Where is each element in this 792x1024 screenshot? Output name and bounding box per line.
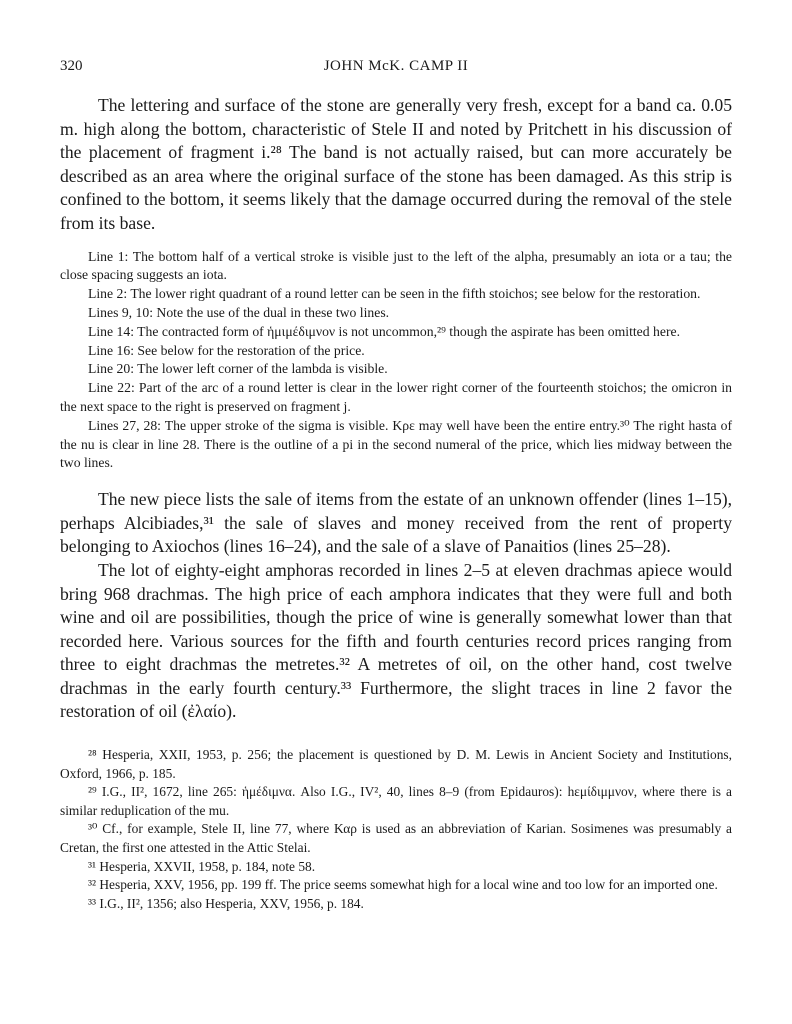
line-note: Line 1: The bottom half of a vertical stroke is visible just to the left of the alpha, presumably an iota or a tau; the close spacing suggests an iota.	[60, 248, 732, 283]
footnote: ²⁸ Hesperia, XXII, 1953, p. 256; the placement is questioned by D. M. Lewis in Ancient Society and Institutions, Oxford, 1966, p. 185.	[60, 747, 732, 781]
body-paragraph-2: The new piece lists the sale of items from the estate of an unknown offender (lines 1–15), perhaps Alcibiades,³¹ the sale of slaves and money received from the rent of property belonging to Axiochos (lines 16–24), and the sale of a slave of Panaitios (lines 25–28).	[60, 489, 732, 557]
line-note: Line 14: The contracted form of ἡμιμέδιμνον is not uncommon,²⁹ though the aspirate has been omitted here.	[88, 323, 680, 339]
footnote: ³³ I.G., II², 1356; also Hesperia, XXV, 1956, p. 184.	[88, 895, 364, 911]
page	[60, 58, 732, 913]
footnote: ³² Hesperia, XXV, 1956, pp. 199 ff. The price seems somewhat high for a local wine and too low for an imported one.	[88, 877, 718, 893]
running-title: JOHN McK. CAMP II	[323, 58, 469, 74]
footnote: ³⁰ Cf., for example, Stele II, line 77, where Καρ is used as an abbreviation of Karian. Sosimenes was presumably a Cretan, the first one attested in the Attic Stelai.	[60, 821, 732, 856]
body-paragraph-3: The lot of eighty-eight amphoras recorded in lines 2–5 at eleven drachmas apiece would bring 968 drachmas. The high price of each amphora indicates that they were full and both wine and oil are possibilities, though the price of wine is generally somewhat lower than that recorded here. Various sources for the fifth and fourth centuries record prices ranging from three to eight drachmas the metretes.³² A metretes of oil, on the other hand, cost twelve drachmas in the early fourth century.³³ Furthermore, the slight traces in line 2 favor the restoration of oil (ἐλαίο).	[60, 559, 732, 722]
line-note: Line 22: Part of the arc of a round letter is clear in the lower right corner of the fourteenth stoichos; the omicron in the next space to the right is preserved on fragment j.	[60, 380, 732, 414]
body-paragraph-1: The lettering and surface of the stone are generally very fresh, except for a band ca. 0.05 m. high along the bottom, characteristic of Stele II and noted by Pritchett in his discussion of the placement of fragment i.²⁸ The band is not actually raised, but can more accurately be described as an area where the original surface of the stone has been damaged. As this strip is confined to the bottom, it seems likely that the damage occurred during the removal of the stele from its base.	[60, 95, 732, 233]
footnote: ²⁹ I.G., II², 1672, line 265: ἡμέδιμνα. Also I.G., IV², 40, lines 8–9 (from Epidauros): hεμίδιμμνον, where there is a similar reduplication of the mu.	[60, 784, 732, 818]
line-note: Line 16: See below for the restoration of the price.	[88, 342, 365, 358]
page-header	[60, 58, 732, 82]
line-note: Line 2: The lower right quadrant of a round letter can be seen in the fifth stoichos; see below for the restoration.	[88, 286, 701, 302]
page-number: 320	[60, 58, 83, 74]
footnote: ³¹ Hesperia, XXVII, 1958, p. 184, note 58.	[88, 858, 316, 874]
line-note: Lines 27, 28: The upper stroke of the sigma is visible. Κρε may well have been the entire entry.³⁰ The right hasta of the nu is clear in line 28. There is the outline of a pi in the second numeral of the price, which lies midway between the two lines.	[60, 417, 732, 471]
line-notes	[60, 248, 732, 474]
line-note: Line 20: The lower left corner of the lambda is visible.	[88, 361, 388, 377]
line-note: Lines 9, 10: Note the use of the dual in these two lines.	[88, 304, 390, 320]
body-section-2	[60, 488, 732, 724]
footnotes	[60, 746, 732, 913]
